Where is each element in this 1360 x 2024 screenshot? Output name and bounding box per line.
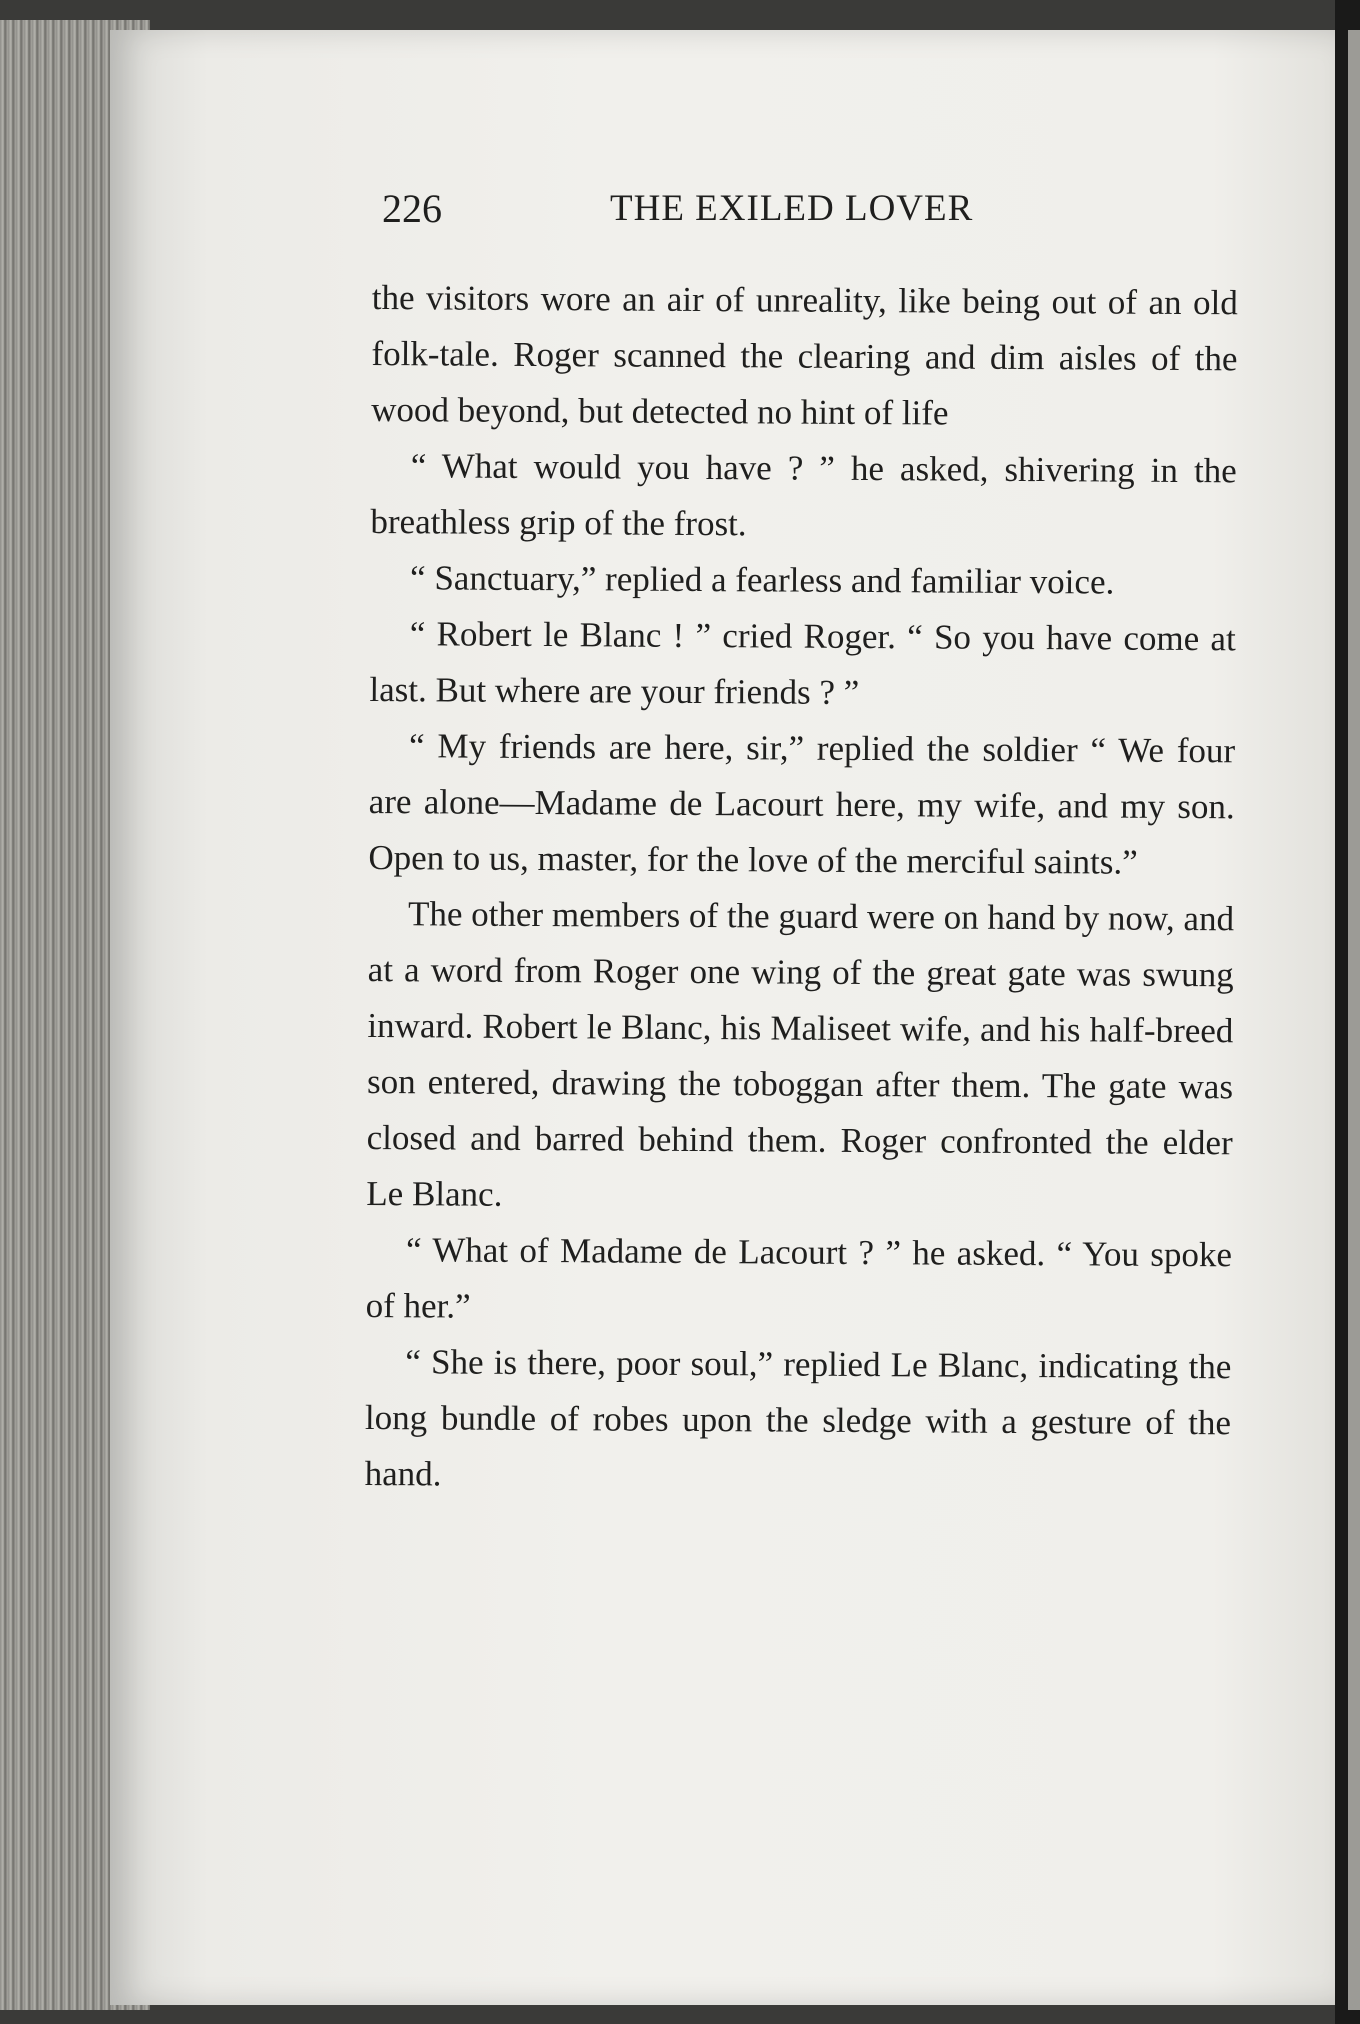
paragraph: “ My friends are here, sir,” replied the soldier “ We four are alone—Madame de Lacourt here, my wife, and my son. Open to us, master, for the love of the merciful saints.” [368,726,1236,882]
body-text [364,270,1238,1507]
running-title: THE EXILED LOVER [610,188,974,229]
paragraph: The other members of the guard were on hand by now, and at a word from Roger one wing of the great gate was swung inward. Robert le Blanc, his Maliseet wife, and his half-breed son entered, drawing the toboggan after them. The gate was closed and barred behind them. Roger confronted the elder Le Blanc. [366,894,1235,1214]
paragraph: the visitors wore an air of unreality, like being out of an old folk-tale. Roger scanned the clearing and dim aisles of the wood beyond, but detected no hint of life [371,277,1238,433]
paragraph: “ What of Madame de Lacourt ? ” he asked. “ You spoke of her.” [365,1230,1233,1326]
page-header [382,184,1022,234]
facing-page-edge [1348,30,1360,2010]
paragraph: “ What would you have ? ” he asked, shivering in the breathless grip of the frost. [370,446,1237,544]
paragraph: “ She is there, poor soul,” replied Le Blanc, indicating the long bundle of robes upon the sledge with a gesture of the hand. [364,1342,1232,1494]
paragraph: “ Robert le Blanc ! ” cried Roger. “ So you have come at last. But where are your friends ? ” [369,614,1236,712]
page-number: 226 [382,186,442,231]
paragraph: “ Sanctuary,” replied a fearless and familiar voice. [410,558,1115,602]
